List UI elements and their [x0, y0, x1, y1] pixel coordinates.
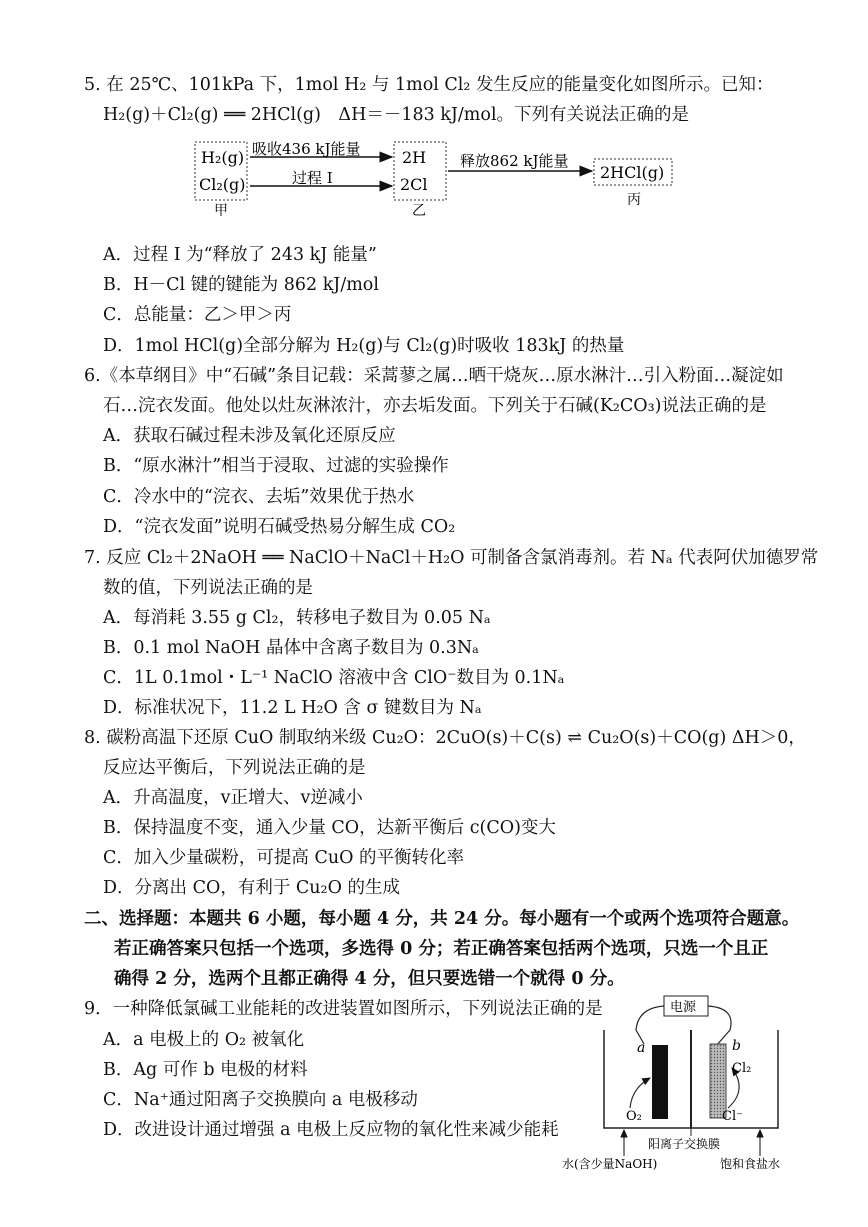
- right-inlet-label: 饱和食盐水: [720, 1157, 781, 1171]
- wire-right: [708, 1006, 731, 1046]
- electrode-b: [710, 1044, 726, 1118]
- q9-stem: 9．一种降低氯碱工业能耗的改进装置如图所示，下列说法正确的是: [84, 999, 603, 1019]
- label-yi: 乙: [412, 203, 426, 217]
- q5-stem-line1: 5. 在 25℃、101kPa 下，1mol H₂ 与 1mol Cl₂ 发生反应的能量变化如图所示。已知：: [84, 75, 774, 95]
- electrolysis-cell-diagram: [560, 990, 820, 1180]
- label-bing: 丙: [627, 192, 641, 208]
- box-bing-2hcl: 2HCl(g): [600, 163, 665, 182]
- electrode-a: [652, 1045, 668, 1119]
- power-source-label: 电源: [670, 1000, 697, 1015]
- q7-option-c: C．1L 0.1mol・L⁻¹ NaClO 溶液中含 ClO⁻数目为 0.1Nₐ: [103, 668, 565, 688]
- label-jia: 甲: [214, 203, 228, 217]
- q6-option-b: B．“原水淋汁”相当于浸取、过滤的实验操作: [103, 456, 449, 476]
- left-inlet-label: 水(含少量NaOH): [562, 1157, 658, 1171]
- q6-option-c: C．冷水中的“浣衣、去垢”效果优于热水: [103, 487, 415, 507]
- q8-option-a: A．升高温度，v正增大、v逆减小: [103, 788, 363, 808]
- o2-label: O₂: [626, 1109, 642, 1124]
- q5-option-b: B．H－Cl 键的键能为 862 kJ/mol: [103, 275, 379, 295]
- box-jia-h2: H₂(g): [201, 148, 245, 167]
- q8-option-d: D．分离出 CO，有利于 Cu₂O 的生成: [103, 878, 400, 898]
- q6-option-a: A．获取石碱过程未涉及氧化还原反应: [103, 426, 396, 446]
- q5-option-c: C．总能量：乙＞甲＞丙: [103, 305, 292, 325]
- arrow2-top-label: 释放862 kJ能量: [460, 152, 569, 170]
- box-jia-cl2: Cl₂(g): [199, 175, 246, 194]
- q9-option-b: B．Ag 可作 b 电极的材料: [103, 1060, 308, 1080]
- q8-stem-line2: 反应达平衡后，下列说法正确的是: [103, 758, 366, 778]
- q7-option-a: A．每消耗 3.55 g Cl₂，转移电子数目为 0.05 Nₐ: [103, 608, 491, 628]
- cl-ion-label: Cl⁻: [722, 1109, 743, 1124]
- q9-option-a: A．a 电极上的 O₂ 被氧化: [103, 1030, 305, 1050]
- arrow1-bottom-label: 过程 I: [292, 169, 333, 187]
- q5-option-d: D．1mol HCl(g)全部分解为 H₂(g)与 Cl₂(g)时吸收 183kJ 的热量: [103, 336, 625, 356]
- q7-option-b: B．0.1 mol NaOH 晶体中含离子数目为 0.3Nₐ: [103, 638, 479, 658]
- energy-process-diagram: [180, 132, 700, 217]
- q7-stem-line2: 数的值，下列说法正确的是: [103, 578, 313, 598]
- section2-line3: 确得 2 分，选两个且都正确得 4 分，但只要选错一个就得 0 分。: [114, 969, 625, 989]
- q8-option-b: B．保持温度不变，通入少量 CO，达新平衡后 c(CO)变大: [103, 818, 556, 838]
- q5-option-a: A．过程 I 为“释放了 243 kJ 能量”: [103, 245, 377, 265]
- cl2-label: Cl₂: [732, 1061, 752, 1076]
- q9-option-d: D．改进设计通过增强 a 电极上反应物的氧化性来减少能耗: [103, 1120, 559, 1140]
- q9-option-c: C．Na⁺通过阳离子交换膜向 a 电极移动: [103, 1090, 418, 1110]
- box-yi-2h: 2H: [402, 148, 427, 167]
- q8-stem-line1: 8. 碳粉高温下还原 CuO 制取纳米级 Cu₂O：2CuO(s)＋C(s) ⇌ Cu₂O(s)＋CO(g) ΔH＞0，: [84, 728, 806, 748]
- membrane-label: 阳离子交换膜: [648, 1137, 721, 1151]
- electrode-b-label: b: [732, 1038, 741, 1054]
- section2-line1: 二、选择题：本题共 6 小题，每小题 4 分，共 24 分。每小题有一个或两个选项符合题意。: [84, 909, 800, 929]
- box-yi-2cl: 2Cl: [400, 175, 428, 194]
- section2-line2: 若正确答案只包括一个选项，多选得 0 分；若正确答案包括两个选项，只选一个且正: [114, 939, 769, 959]
- wire-left: [636, 1006, 664, 1044]
- q6-stem-line1: 6.《本草纲目》中“石碱”条目记载：采蒿蓼之属…晒干烧灰…原水淋汁…引入粉面…凝淀如: [84, 366, 784, 386]
- o2-arrow: [630, 1078, 650, 1108]
- q6-option-d: D．“浣衣发面”说明石碱受热易分解生成 CO₂: [103, 517, 456, 537]
- q7-option-d: D．标准状况下，11.2 L H₂O 含 σ 键数目为 Nₐ: [103, 698, 482, 718]
- electrode-a-label: a: [637, 1040, 646, 1056]
- q8-option-c: C．加入少量碳粉，可提高 CuO 的平衡转化率: [103, 848, 465, 868]
- arrow1-top-label: 吸收436 kJ能量: [252, 140, 361, 158]
- q6-stem-line2: 石…浣衣发面。他处以灶灰淋浓汁，亦去垢发面。下列关于石碱(K₂CO₃)说法正确的是: [103, 396, 767, 416]
- q7-stem-line1: 7. 反应 Cl₂＋2NaOH ══ NaClO＋NaCl＋H₂O 可制备含氯消毒剂。若 Nₐ 代表阿伏加德罗常: [84, 548, 819, 568]
- q5-stem-line2: H₂(g)＋Cl₂(g) ══ 2HCl(g) ΔH＝－183 kJ/mol。下列有关说法正确的是: [103, 105, 690, 125]
